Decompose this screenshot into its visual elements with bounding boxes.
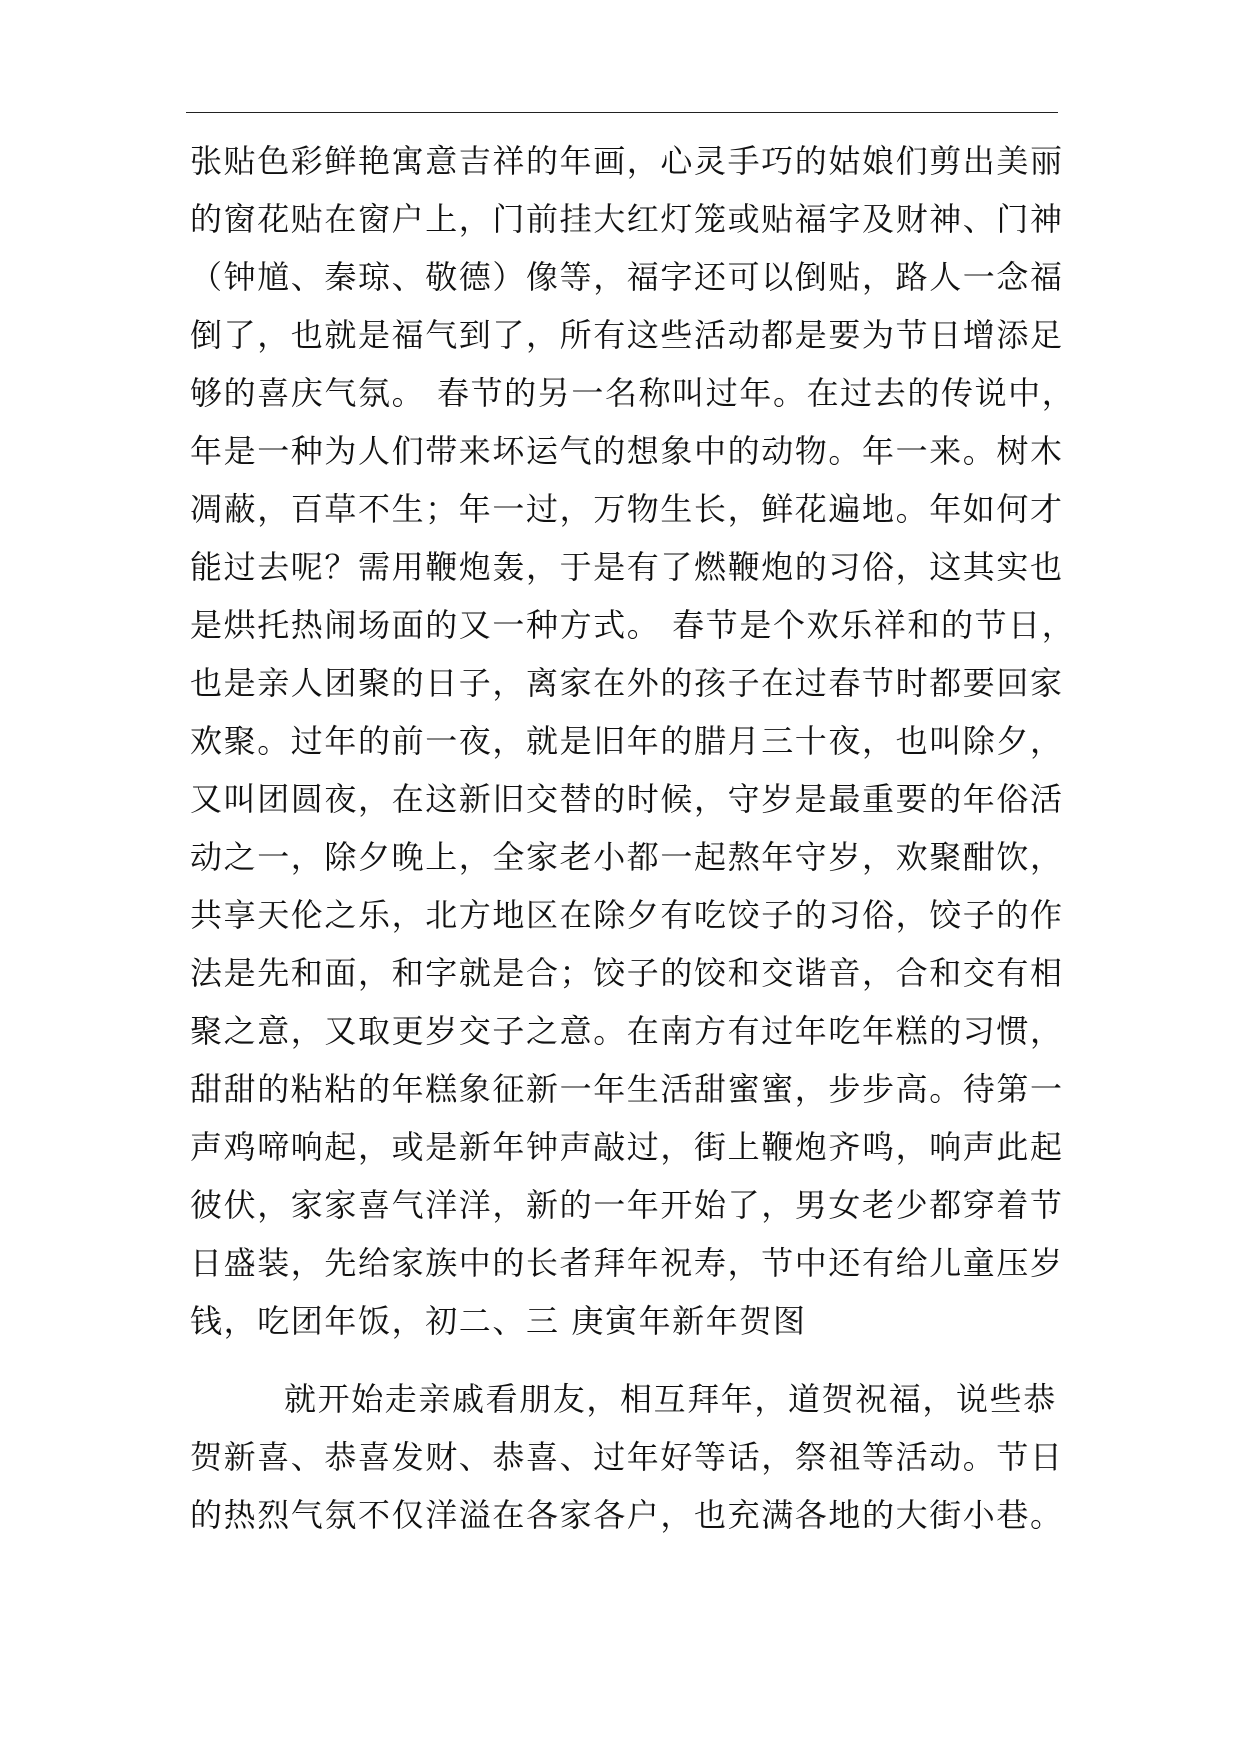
text-line: 凋蔽，百草不生；年一过，万物生长，鲜花遍地。年如何才 <box>190 490 1064 528</box>
text-line: 日盛装，先给家族中的长者拜年祝寿，节中还有给儿童压岁 <box>190 1244 1064 1282</box>
text-line: 倒了，也就是福气到了，所有这些活动都是要为节日增添足 <box>190 316 1064 354</box>
text-line: 贺新喜、恭喜发财、恭喜、过年好等话，祭祖等活动。节日 <box>190 1438 1064 1476</box>
text-line: 也是亲人团聚的日子，离家在外的孩子在过春节时都要回家 <box>190 664 1064 702</box>
text-line: 年是一种为人们带来坏运气的想象中的动物。年一来。树木 <box>190 432 1064 470</box>
text-line: 聚之意，又取更岁交子之意。在南方有过年吃年糕的习惯， <box>190 1012 1064 1050</box>
text-line: 钱，吃团年饭，初二、三 庚寅年新年贺图 <box>190 1302 807 1340</box>
text-line: 够的喜庆气氛。 春节的另一名称叫过年。在过去的传说中， <box>190 374 1076 412</box>
text-line: （钟馗、秦琼、敬德）像等，福字还可以倒贴，路人一念福 <box>190 258 1064 296</box>
text-line: 欢聚。过年的前一夜，就是旧年的腊月三十夜，也叫除夕， <box>190 722 1064 760</box>
text-line: 彼伏，家家喜气洋洋，新的一年开始了，男女老少都穿着节 <box>190 1186 1064 1224</box>
text-line: 张贴色彩鲜艳寓意吉祥的年画，心灵手巧的姑娘们剪出美丽 <box>190 142 1064 180</box>
text-line: 法是先和面，和字就是合；饺子的饺和交谐音，合和交有相 <box>190 954 1064 992</box>
text-line: 是烘托热闹场面的又一种方式。 春节是个欢乐祥和的节日， <box>190 606 1076 644</box>
paragraph-1 <box>190 132 1076 1350</box>
text-line: 的热烈气氛不仅洋溢在各家各户，也充满各地的大街小巷。 <box>190 1496 1064 1534</box>
text-line: 的窗花贴在窗户上，门前挂大红灯笼或贴福字及财神、门神 <box>190 200 1064 238</box>
text-line: 能过去呢？需用鞭炮轰，于是有了燃鞭炮的习俗，这其实也 <box>190 548 1064 586</box>
text-line: 动之一，除夕晚上，全家老小都一起熬年守岁，欢聚酣饮， <box>190 838 1064 876</box>
text-line: 共享天伦之乐，北方地区在除夕有吃饺子的习俗，饺子的作 <box>190 896 1064 934</box>
text-line: 甜甜的粘粘的年糕象征新一年生活甜蜜蜜，步步高。待第一 <box>190 1070 1064 1108</box>
paragraph-2 <box>190 1370 1064 1544</box>
text-line: 声鸡啼响起，或是新年钟声敲过，街上鞭炮齐鸣，响声此起 <box>190 1128 1064 1166</box>
body-text <box>190 132 1076 1544</box>
header-rule <box>186 112 1058 113</box>
text-line: 又叫团圆夜，在这新旧交替的时候，守岁是最重要的年俗活 <box>190 780 1064 818</box>
text-line: 就开始走亲戚看朋友，相互拜年，道贺祝福，说些恭 <box>284 1380 1057 1418</box>
